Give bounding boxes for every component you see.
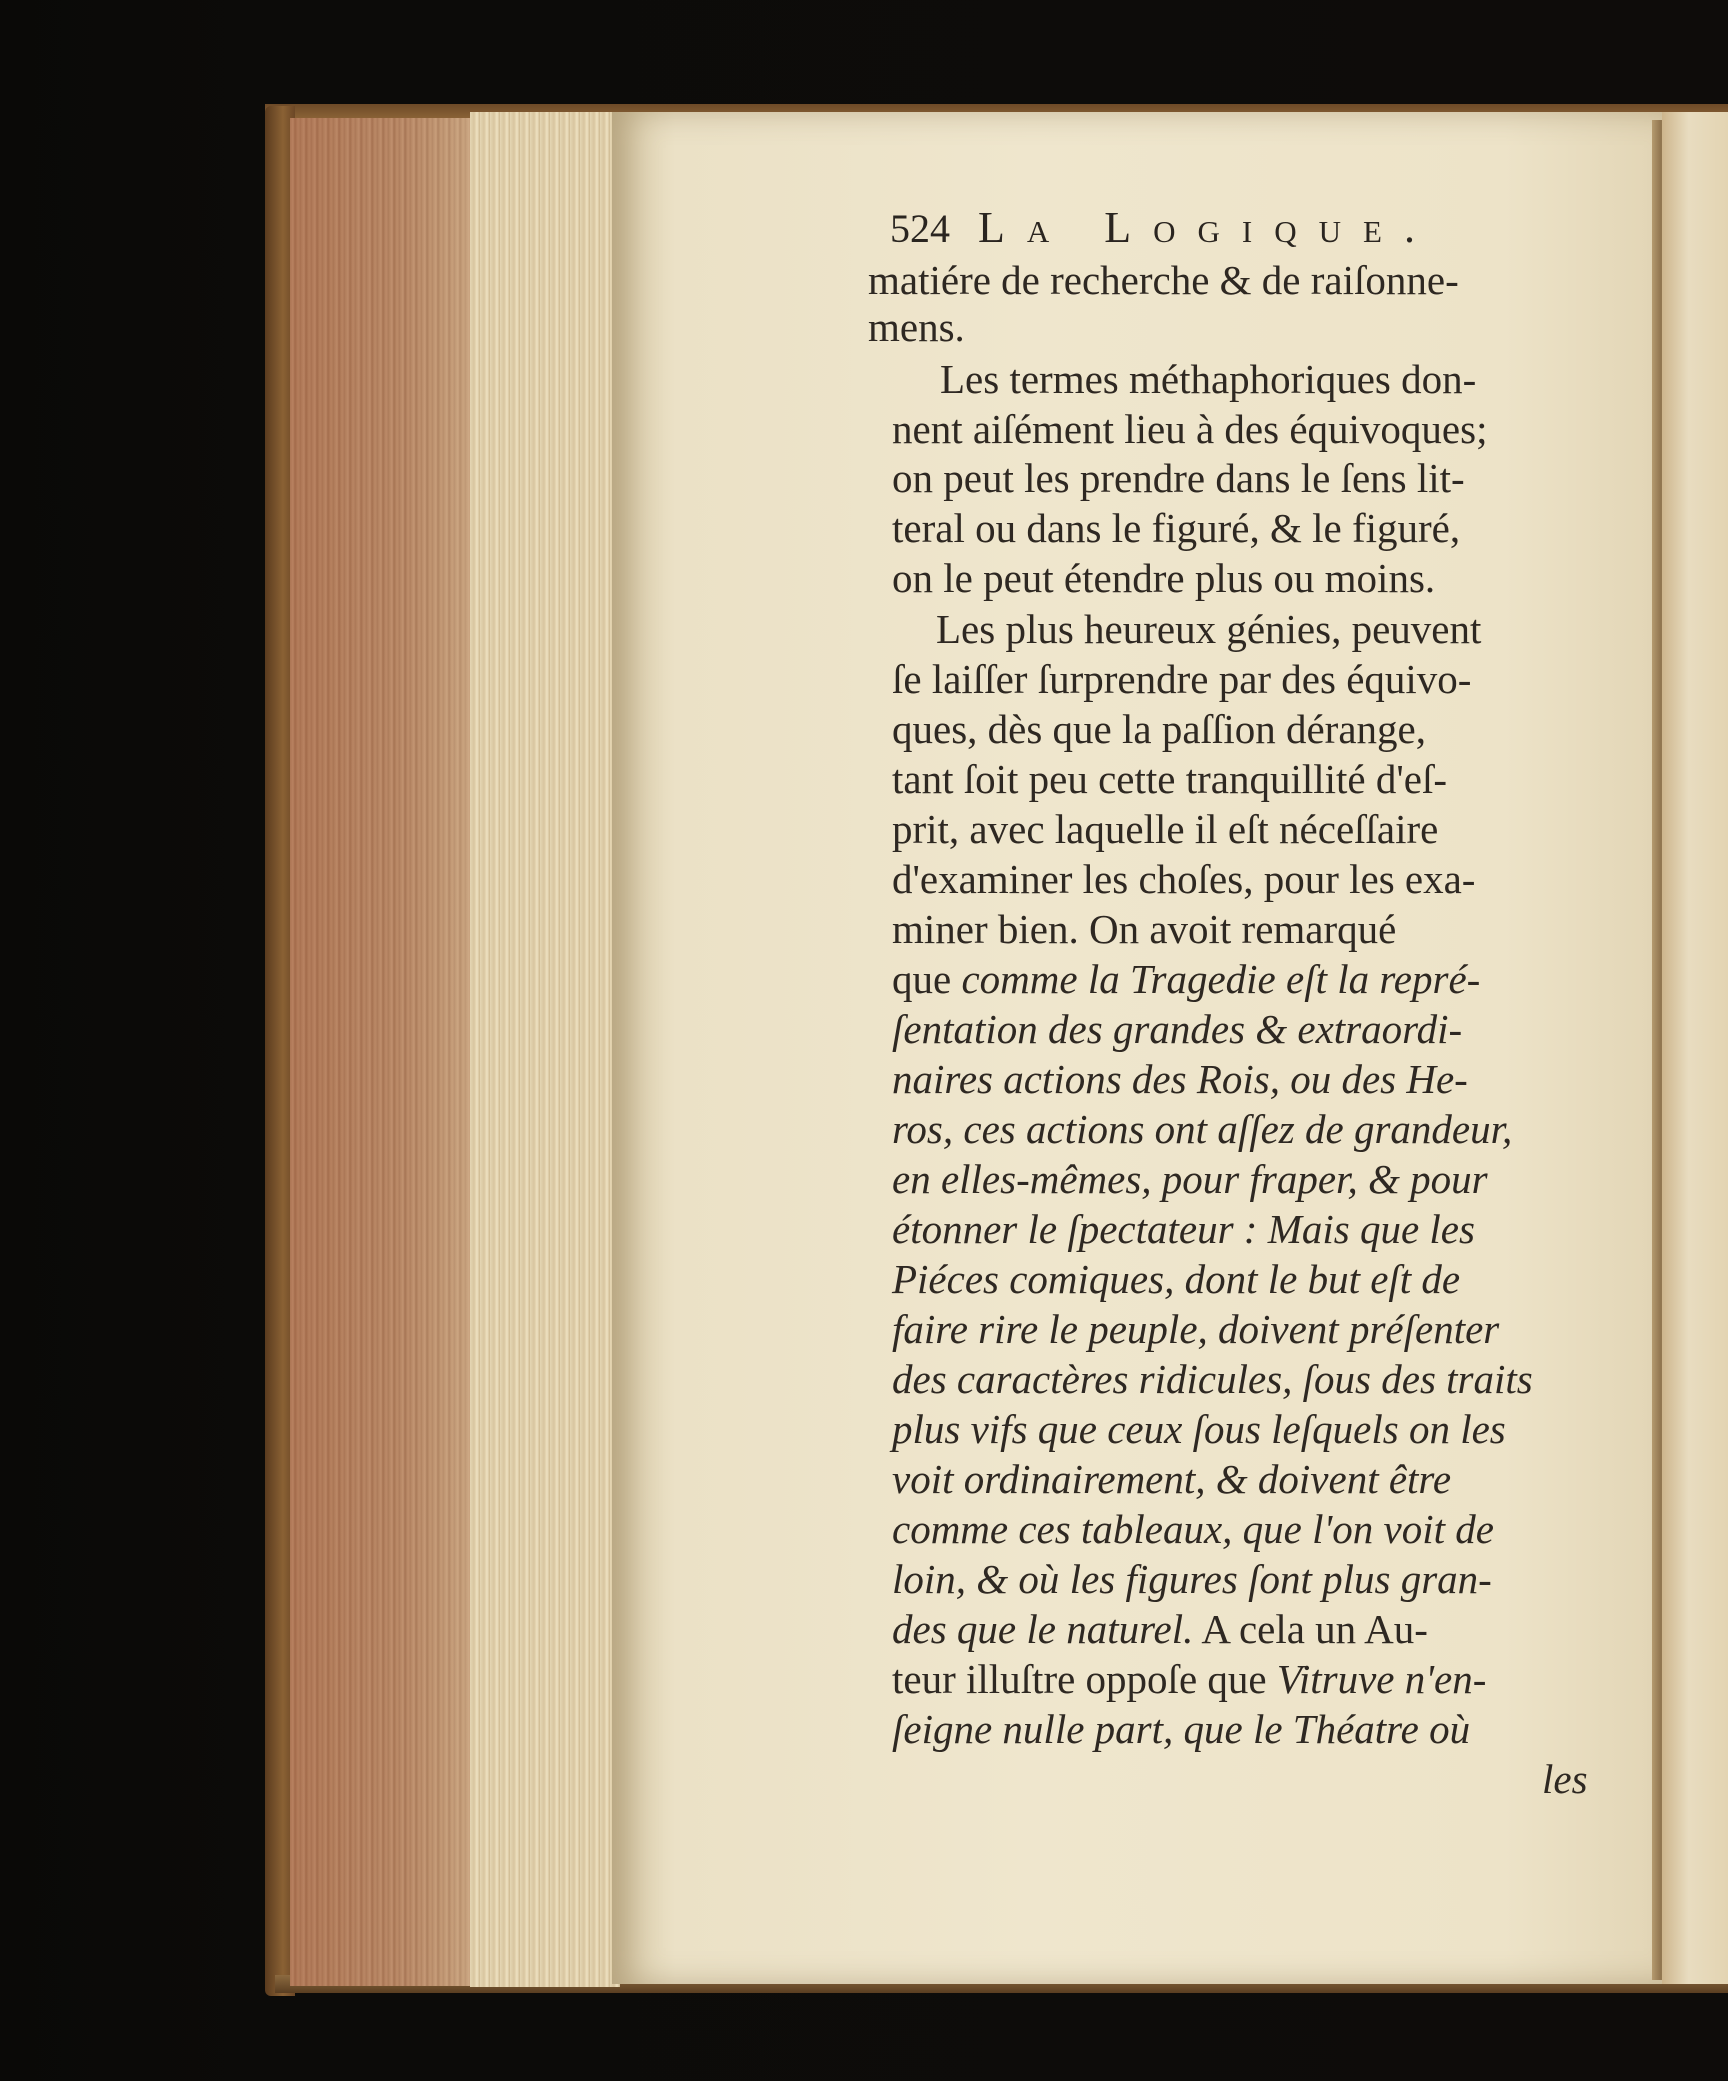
text-line: ſeigne nulle part, que le Théatre où: [892, 1706, 1471, 1752]
text-line: en elles-mêmes, pour fraper, & pour: [892, 1156, 1488, 1202]
text-line: miner bien. On avoit remarqué: [892, 906, 1397, 952]
text-line: on le peut étendre plus ou moins.: [892, 555, 1436, 601]
text-line: on peut les prendre dans le ſens lit-: [892, 455, 1465, 501]
text-line: étonner le ſpectateur : Mais que les: [892, 1206, 1475, 1252]
text-italic: Vitruve n'en-: [1276, 1656, 1487, 1702]
text-roman: teur illuſtre oppoſe que: [892, 1656, 1277, 1702]
text-roman: que: [892, 956, 962, 1002]
text-line: tant ſoit peu cette tranquillité d'eſ-: [892, 756, 1448, 802]
text-line: loin, & où les figures ſont plus gran-: [892, 1556, 1492, 1602]
text-line: [892, 1604, 1428, 1654]
text-line: Les plus heureux génies, peuvent: [936, 606, 1482, 652]
text-line: mens.: [868, 304, 965, 350]
text-line: des caractères ridicules, ſous des traits: [892, 1356, 1533, 1402]
text-line: teral ou dans le figuré, & le figuré,: [892, 505, 1461, 551]
text-line: prit, avec laquelle il eſt néceſſaire: [892, 806, 1439, 852]
facing-page-edge: [1662, 112, 1728, 1984]
text-line: nent aiſément lieu à des équivoques;: [892, 406, 1488, 452]
text-line: comme ces tableaux, que l'on voit de: [892, 1506, 1494, 1552]
text-italic: des que le naturel.: [892, 1606, 1194, 1652]
text-line: [892, 1654, 1486, 1704]
text-line: matiére de recherche & de raiſonne-: [868, 257, 1459, 303]
text-line: voit ordinairement, & doivent être: [892, 1456, 1452, 1502]
running-title: La Logique.: [978, 203, 1437, 252]
text-line: d'examiner les choſes, pour les exa-: [892, 856, 1476, 902]
running-header: [890, 198, 1437, 259]
text-line: Piéces comiques, dont le but eſt de: [892, 1256, 1461, 1302]
text-roman: A cela un Au-: [1193, 1606, 1428, 1652]
page-block-inner-edges: [470, 112, 620, 1987]
text-line: [892, 954, 1480, 1004]
text-line: Les termes méthaphoriques don-: [940, 356, 1477, 402]
text-line: ques, dès que la paſſion dérange,: [892, 706, 1426, 752]
page-number: 524: [890, 206, 950, 251]
text-line: faire rire le peuple, doivent préſenter: [892, 1306, 1500, 1352]
text-italic: comme la Tragedie eſt la repré-: [961, 956, 1481, 1002]
text-line: plus vifs que ceux ſous leſquels on les: [892, 1406, 1506, 1452]
text-line: ros, ces actions ont aſſez de grandeur,: [892, 1106, 1513, 1152]
text-line: ſentation des grandes & extraordi-: [892, 1006, 1463, 1052]
catchword: les: [1542, 1756, 1588, 1802]
text-line: naires actions des Rois, ou des He-: [892, 1056, 1468, 1102]
text-line: ſe laiſſer ſurprendre par des équivo-: [892, 656, 1472, 702]
